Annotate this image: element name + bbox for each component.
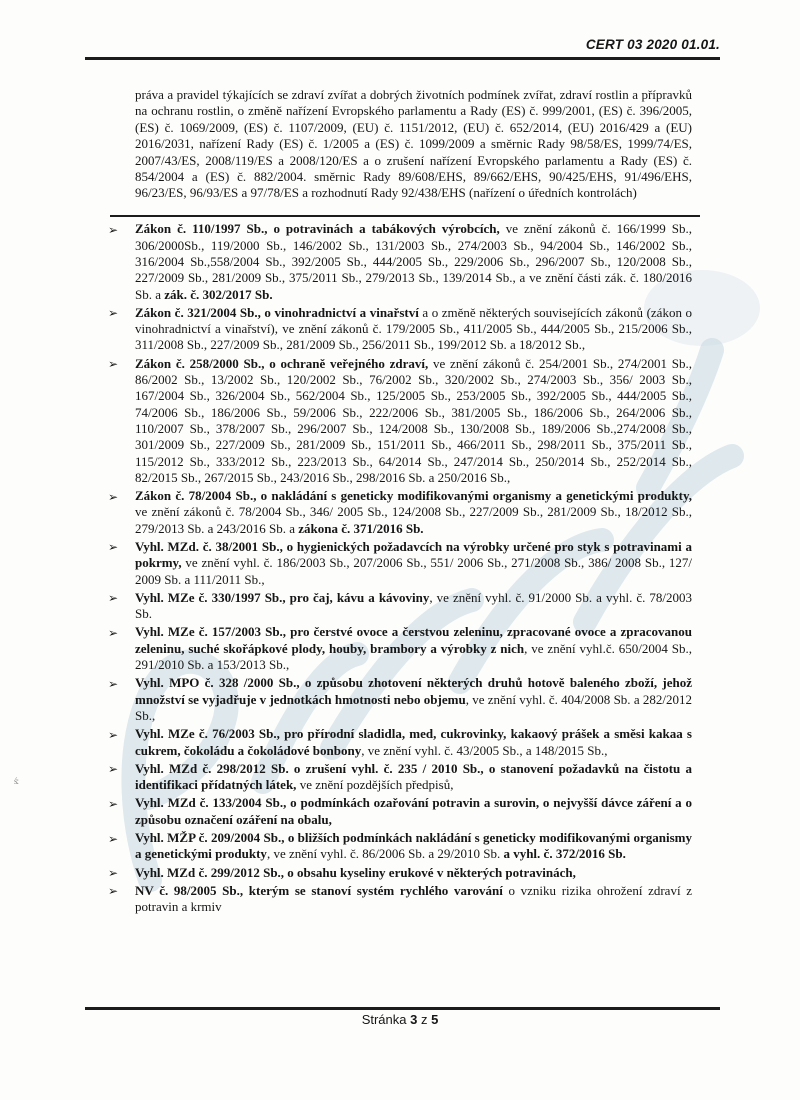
bullet-arrow-icon: ➢ [108,591,119,606]
law-item-1 [108,221,692,302]
bullet-arrow-icon: ➢ [108,540,119,555]
law-bold-tail: zákona č. 371/2016 Sb. [298,520,424,536]
header-divider-line [85,57,720,60]
law-amendments: ve znění zákonů č. 254/2001 Sb., 274/2001 Sb., 86/2002 Sb., 13/2002 Sb., 120/2002 Sb., 76/2002 Sb., 320/2002 Sb., 274/2003 Sb., 356/ 2003 Sb., 167/2004 Sb., 326/2004 Sb., 562/2004 Sb., 125/2005 Sb., 253/2005 Sb., 392/2005 Sb., 444/2005 Sb., 74/2006 Sb., 186/2006 Sb., 59/2006 Sb., 222/2006 Sb., 381/2005 Sb., 186/2006 Sb., 264/2006 Sb., 110/2007 Sb., 378/2007 Sb., 296/2007 Sb., 124/2008 Sb., 130/2008 Sb., 189/2006 Sb.,274/2008 Sb., 301/2009 Sb., 227/2009 Sb., 281/2009 Sb., 151/2011 Sb., 466/2011 Sb., 298/2011 Sb., 375/2011 Sb., 115/2012 Sb., 333/2012 Sb., 223/2013 Sb., 64/2014 Sb., 247/2014 Sb., 250/2014 Sb., 252/2014 Sb., 82/2015 Sb., 267/2015 Sb., 243/2016 Sb., 298/2016 Sb. a 250/2016 Sb., [135,355,692,485]
law-item-7 [108,624,692,673]
law-item-5 [108,538,692,588]
law-title: Vyhl. MZd č. 133/2004 Sb., o podmínkách ozařování potravin a surovin, o nejvyšší dávce záření a o způsobu označení ozáření na obalu, [135,795,692,827]
law-title: Zákon č. 78/2004 Sb., o nakládání s geneticky modifikovanými organismy a genetickými produkty, [135,488,692,504]
law-title: Vyhl. MPO č. 328 /2000 Sb., o způsobu zhotovení některých druhů hotově baleného zboží, jehož množství se vyjadřuje v jednotkách hmotnosti nebo objemu [135,675,692,707]
law-title: Zákon č. 258/2000 Sb., o ochraně veřejného zdraví, [135,355,429,371]
law-amendments: , ve znění vyhl. č. 91/2000 Sb. a vyhl. č. 78/2003 Sb. [135,589,692,622]
bullet-arrow-icon: ➢ [108,796,119,811]
bullet-arrow-icon: ➢ [108,222,119,237]
law-title: Zákon č. 110/1997 Sb., o potravinách a tabákových výrobcích, [135,221,500,237]
law-amendments: ve znění pozdějších předpisů, [296,777,454,793]
law-title: Zákon č. 321/2004 Sb., o vinohradnictví a vinařství [135,304,419,320]
law-amendments: ve znění zákonů č. 78/2004 Sb., 346/ 2005 Sb., 124/2008 Sb., 227/2009 Sb., 281/2009 Sb., 18/2012 Sb., 279/2013 Sb. a 243/2016 Sb. a [135,504,692,536]
law-item-10 [108,760,692,794]
bullet-arrow-icon: ➢ [108,489,119,504]
document-code: CERT 03 2020 01.01. [585,37,720,52]
bullet-arrow-icon: ➢ [108,357,119,372]
intro-paragraph: práva a pravidel týkajících se zdraví zvířat a dobrých životních podmínek zvířat, zdraví rostlin a přípravků na ochranu rostlin, o změně nařízení Evropského parlamentu a Rady (ES) č. 999/2001, (ES) č. 396/2005, (ES) č. 1069/2009, (ES) č. 1107/2009, (EU) č. 1151/2012, (EU) č. 652/2014, (EU) 2016/429 a (EU) 2016/2031, nařízení Rady (ES) č. 1/2005 a (ES) č. 1099/2009 a směrnic Rady 98/58/ES, 1999/74/ES, 2007/43/ES, 2008/119/ES a 2008/120/ES a o zrušení nařízení Evropského parlamentu a Rady (ES) č. 854/2004 a (ES) č. 882/2004. směrnic Rady 89/608/EHS, 89/662/EHS, 90/425/EHS, 91/496/EHS, 96/23/ES, 96/93/ES a 97/78/ES a rozhodnutí Rady 92/438/EHS (nařízení o úředních kontrolách) [135,87,692,201]
law-title: Vyhl. MZe č. 330/1997 Sb., pro čaj, kávu a kávoviny [135,589,430,605]
law-title: Vyhl. MZd č. 299/2012 Sb., o obsahu kyseliny erukové v některých potravinách, [135,864,576,880]
page-number-footer [0,1012,800,1027]
list-divider-line [110,215,700,218]
bullet-arrow-icon: ➢ [108,727,119,742]
margin-smudge-artifact: ś: [14,776,19,786]
bullet-arrow-icon: ➢ [108,866,119,881]
law-amendments: , ve znění vyhl. č. 43/2005 Sb., a 148/2015 Sb., [361,742,608,758]
law-title: Vyhl. MZe č. 76/2003 Sb., pro přírodní sladidla, med, cukrovinky, kakaový prášek a směsi kakaa s cukrem, čokoládu a čokoládové bonbony [135,726,692,758]
law-item-4 [108,488,692,537]
law-bold-tail: zák. č. 302/2017 Sb. [164,286,273,302]
law-item-12 [108,830,692,863]
law-item-8 [108,675,693,724]
law-item-13 [108,864,692,881]
law-bold-tail: a vyhl. č. 372/2016 Sb. [503,846,626,862]
law-title: NV č. 98/2005 Sb., kterým se stanoví systém rychlého varování [135,882,503,898]
law-amendments: o vzniku rizika ohrožení zdraví z potravin a krmiv [135,882,692,915]
bullet-arrow-icon: ➢ [108,762,119,777]
footer-page-total: 5 [431,1012,439,1027]
law-title: Vyhl. MŽP č. 209/2004 Sb., o bližších podmínkách nakládání s geneticky modifikovanými organismy a genetickými produkty [135,830,692,862]
bullet-arrow-icon: ➢ [108,676,119,691]
law-list [108,221,693,915]
law-title: Vyhl. MZd č. 298/2012 Sb. o zrušení vyhl. č. 235 / 2010 Sb., o stanovení požadavků na čistotu a identifikaci přídatných látek, [135,760,692,793]
law-amendments: ve znění vyhl. č. 186/2003 Sb., 207/2006 Sb., 551/ 2006 Sb., 271/2008 Sb., 386/ 2008 Sb., 127/ 2009 Sb. a 111/2011 Sb., [135,555,692,587]
bullet-arrow-icon: ➢ [108,884,119,899]
footer-separator: z [417,1012,432,1027]
law-item-11 [108,795,692,828]
document-body [108,87,693,918]
law-item-14 [108,882,692,916]
law-item-2 [108,304,692,354]
bullet-arrow-icon: ➢ [108,625,119,640]
law-title: Vyhl. MZe č. 157/2003 Sb., pro čerstvé ovoce a čerstvou zeleninu, zpracované ovoce a zpracovanou zeleninu, suché skořápkové plody, houby, brambory a výrobky z nich [135,624,692,656]
footer-prefix: Stránka [361,1012,411,1027]
bullet-arrow-icon: ➢ [108,831,119,846]
law-amendments: ve znění zákonů č. 166/1999 Sb., 306/2000Sb., 119/2000 Sb., 146/2002 Sb., 131/2003 Sb., 274/2003 Sb., 94/2004 Sb., 146/2002 Sb., 316/2004 Sb.,558/2004 Sb., 392/2005 Sb., 444/2005 Sb., 229/2006 Sb., 296/2007 Sb., 120/2008 Sb., 227/2009 Sb., 281/2009 Sb., 375/2011 Sb., 279/2013 Sb., 139/2014 Sb., a ve znění části zák. č. 180/2016 Sb. a [135,221,692,302]
law-amendments: , ve znění vyhl. č. 404/2008 Sb. a 282/2012 Sb., [135,691,693,723]
law-title: Vyhl. MZd. č. 38/2001 Sb., o hygienických požadavcích na výrobky určené pro styk s potravinami a pokrmy, [135,538,692,571]
law-amendments: a o změně některých souvisejících zákonů (zákon o vinohradnictví a vinařství), ve znění zákonů č. 179/2005 Sb., 411/2005 Sb., 444/2005 Sb., 215/2006 Sb., 311/2008 Sb., 227/2009 Sb., 281/2009 Sb., 256/2011 Sb., 199/2012 Sb. a 18/2012 Sb., [135,304,692,353]
law-amendments: , ve znění vyhl.č. 650/2004 Sb., 291/2010 Sb. a 153/2013 Sb., [135,640,692,673]
footer-page-number: 3 [410,1012,418,1027]
law-item-6 [108,589,692,623]
law-item-3 [108,355,692,486]
bullet-arrow-icon: ➢ [108,306,119,321]
law-amendments: , ve znění vyhl. č. 86/2006 Sb. a 29/2010 Sb. [266,846,504,862]
footer-divider-line [85,1007,720,1010]
law-item-9 [108,726,692,759]
